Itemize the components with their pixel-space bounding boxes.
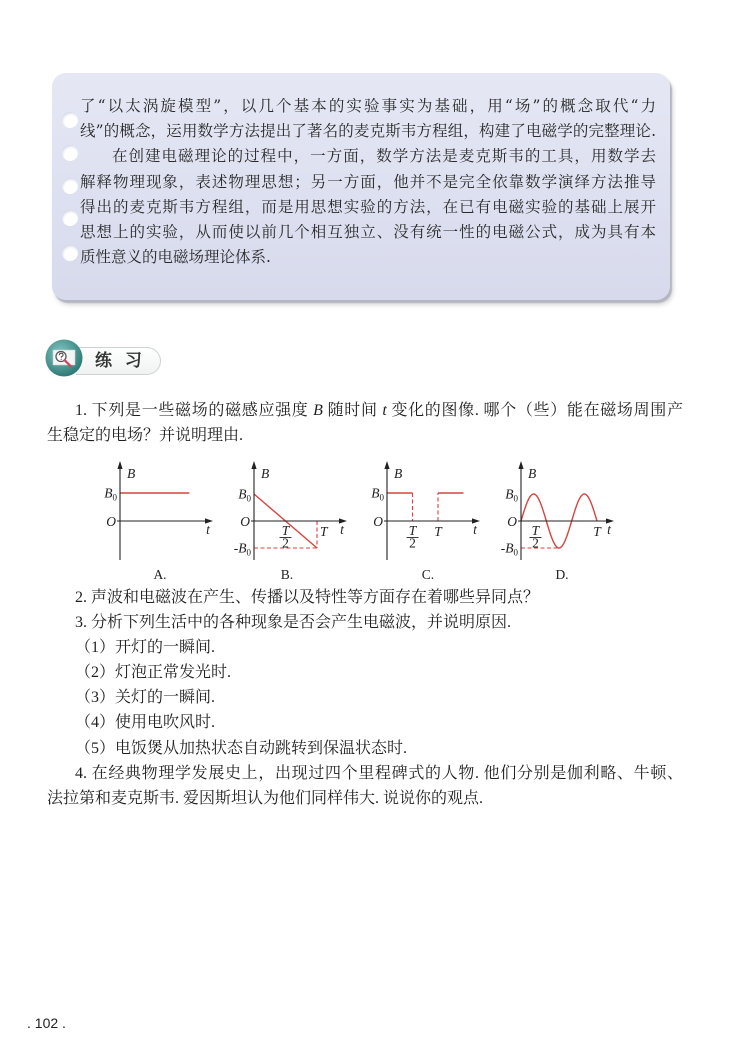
arrow-up-icon	[518, 461, 523, 469]
x-tick-label: T	[320, 524, 328, 539]
reading-line: 质性意义的电磁场理论体系.	[80, 248, 271, 267]
binder-hole-icon	[62, 145, 78, 161]
question-1	[47, 398, 683, 448]
origin-label: O	[106, 514, 116, 529]
b-t-graphs-figure	[0, 455, 733, 590]
reading-line: 得出的麦克斯韦方程组，而是用思想实验的方法，在已有电磁实验的基础上展开	[80, 197, 656, 216]
x-tick-label: T	[434, 524, 442, 539]
chart-c	[371, 461, 480, 582]
y-axis-label: B	[127, 466, 136, 481]
question-3-item: （4）使用电吹风时.	[75, 714, 216, 732]
question-4-line-2: 法拉第和麦克斯韦. 爱因斯坦认为他们同样伟大. 说说你的观点.	[47, 790, 484, 807]
symbol-t: t	[382, 401, 387, 419]
question-3-item: （1）开灯的一瞬间.	[75, 638, 216, 656]
binder-hole-icon	[62, 178, 78, 194]
y-tick-label: $B_0$	[104, 485, 117, 503]
arrow-up-icon	[117, 461, 122, 469]
questions-2-4	[47, 585, 683, 812]
binder-hole-icon	[62, 210, 78, 226]
binder-hole-icon	[62, 245, 78, 261]
origin-label: O	[240, 514, 250, 529]
reading-line: 了“以太涡旋模型”，以几个基本的实验事实为基础，用“场”的概念取代“力	[80, 97, 656, 115]
origin-label: O	[507, 514, 517, 529]
question-2: 2. 声波和电磁波在产生、传播以及特性等方面存在着哪些异同点？	[75, 588, 540, 606]
y-tick-label: $B_0$	[505, 486, 518, 504]
x-axis-label: t	[473, 522, 477, 537]
symbol-b: B	[313, 401, 323, 419]
y-tick-label: $-B_0$	[233, 540, 251, 558]
chart-caption: B.	[280, 567, 294, 582]
question-1-line-1	[47, 398, 683, 423]
x-tick-fraction-numerator: T	[531, 523, 540, 538]
x-tick-fraction-denominator: 2	[532, 535, 539, 551]
question-1-line-2: 生稳定的电场？并说明理由.	[47, 426, 244, 444]
question-3-item: （2）灯泡正常发光时.	[75, 664, 232, 682]
chart-d	[501, 461, 614, 582]
question-3: 3. 分析下列生活中的各种现象是否会产生电磁波，并说明原因.	[75, 613, 512, 631]
chart-a	[104, 461, 213, 582]
chart-caption: A.	[153, 567, 167, 582]
y-tick-label: $-B_0$	[500, 540, 518, 558]
x-axis-label: t	[607, 522, 611, 537]
y-tick-label: $B_0$	[371, 485, 384, 503]
question-number: 1.	[75, 401, 87, 419]
question-3-item: （3）关灯的一瞬间.	[75, 689, 216, 707]
page-number: . 102 .	[27, 1015, 66, 1031]
reading-line: 解释物理现象，表述物理思想；另一方面，他并不是完全依靠数学演绎方法推导	[80, 172, 656, 191]
exercise-title: 练 习	[95, 351, 142, 371]
x-axis-label: t	[206, 522, 210, 537]
question-4-line-1: 4. 在经典物理学发展史上，出现过四个里程碑式的人物. 他们分别是伽利略、牛顿、	[75, 764, 683, 782]
y-axis-label: B	[261, 466, 270, 481]
x-axis-label: t	[340, 522, 344, 537]
chart-caption: C.	[421, 567, 435, 582]
origin-label: O	[373, 514, 383, 529]
x-tick-fraction-denominator: 2	[409, 535, 416, 551]
y-axis-label: B	[528, 466, 537, 481]
question-3-item: （5）电饭煲从加热状态自动跳转到保温状态时.	[75, 739, 408, 757]
question-text: 下列是一些磁场的磁感应强度	[87, 401, 314, 419]
question-text: 随时间	[322, 401, 383, 419]
x-tick-label: T	[593, 524, 601, 539]
arrow-up-icon	[384, 461, 389, 469]
reading-line: 在创建电磁理论的过程中，一方面，数学方法是麦克斯韦的工具，用数学去	[112, 147, 656, 166]
chart-caption: D.	[555, 567, 569, 582]
reading-box-text	[80, 94, 656, 270]
x-tick-fraction-numerator: T	[408, 523, 417, 538]
magnifier-question-icon	[45, 339, 83, 377]
arrow-up-icon	[251, 461, 256, 469]
y-axis-label: B	[394, 466, 403, 481]
binder-hole-icon	[62, 112, 78, 128]
x-tick-fraction-numerator: T	[281, 523, 290, 538]
reading-line: 线”的概念，运用数学方法提出了著名的麦克斯韦方程组，构建了电磁学的完整理论.	[80, 122, 656, 141]
chart-b	[234, 461, 347, 582]
y-tick-label: $B_0$	[238, 486, 251, 504]
x-tick-fraction-denominator: 2	[282, 535, 289, 551]
reading-line: 思想上的实验，从而使以前几个相互独立、没有统一性的电磁公式，成为具有本	[80, 222, 656, 241]
question-text: 变化的图像. 哪个（些）能在磁场周围产	[386, 401, 683, 419]
